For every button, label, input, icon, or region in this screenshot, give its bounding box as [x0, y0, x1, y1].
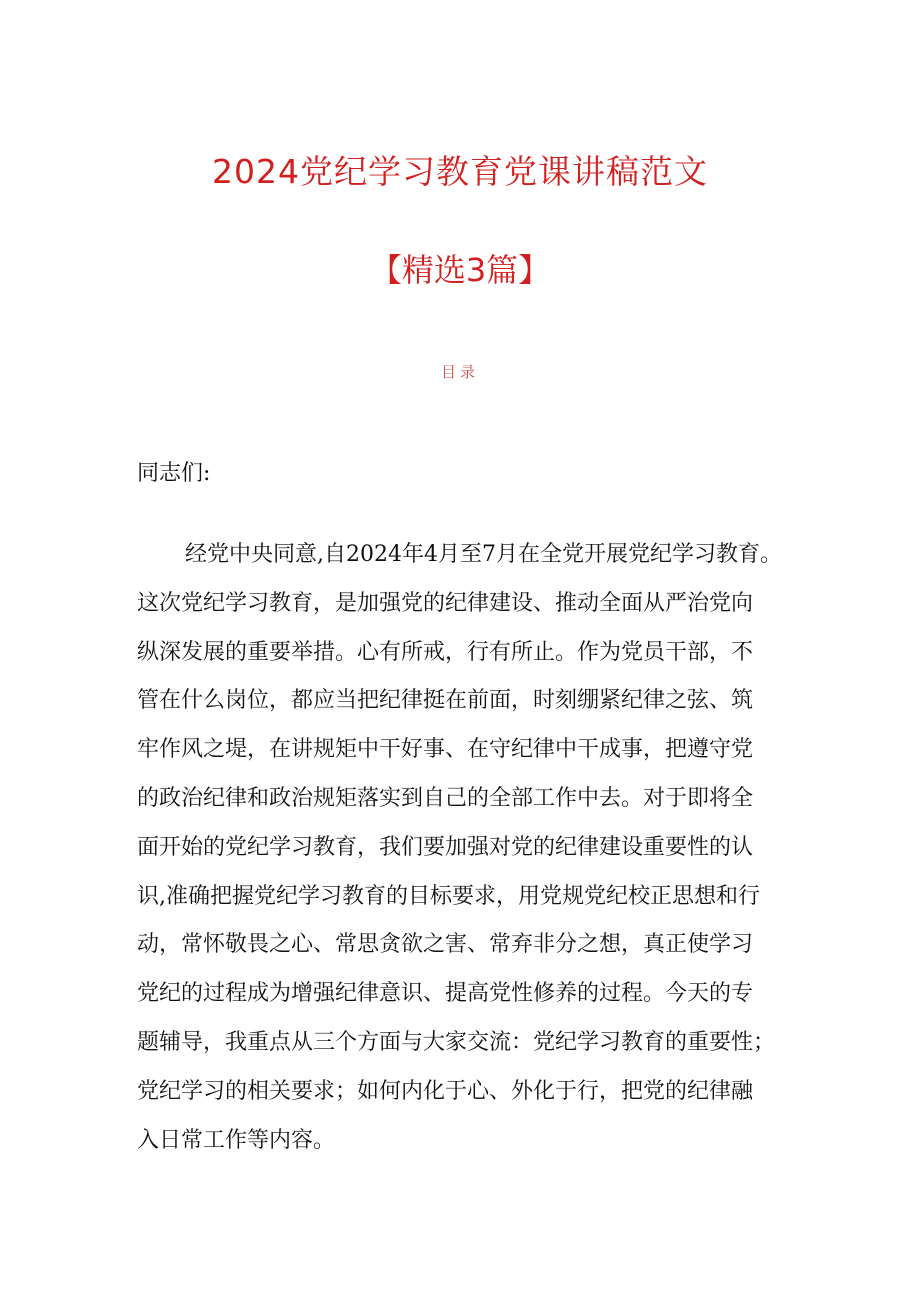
toc-label: 目录 — [440, 363, 479, 381]
paragraph-line: 面开始的党纪学习教育，我们要加强对党的纪律建设重要性的认 — [137, 834, 754, 860]
paragraph-line: 识,准确把握党纪学习教育的目标要求，用党规党纪校正思想和行 — [137, 883, 760, 909]
paragraph-line: 牢作风之堤，在讲规矩中干好事、在守纪律中干成事，把遵守党 — [137, 737, 754, 763]
paragraph-line: 动，常怀敬畏之心、常思贪欲之害、常弃非分之想，真正使学习 — [137, 932, 754, 958]
document-title: 2024党纪学习教育党课讲稿范文 — [212, 152, 708, 191]
paragraph-line: 题辅导，我重点从三个方面与大家交流：党纪学习教育的重要性； — [137, 1029, 776, 1055]
paragraph-line: 管在什么岗位，都应当把纪律挺在前面，时刻绷紧纪律之弦、筑 — [137, 688, 754, 714]
paragraph-line: 经党中央同意,自2024年4月至7月在全党开展党纪学习教育。 — [185, 542, 782, 567]
paragraph-line: 纵深发展的重要举措。心有所戒，行有所止。作为党员干部，不 — [137, 639, 754, 665]
paragraph-line: 这次党纪学习教育，是加强党的纪律建设、推动全面从严治党向 — [137, 590, 754, 616]
body-paragraph — [137, 534, 797, 1168]
paragraph-line: 入日常工作等内容。 — [137, 1127, 336, 1153]
paragraph-line: 党纪的过程成为增强纪律意识、提高党性修养的过程。今天的专 — [137, 981, 754, 1007]
salutation: 同志们: — [137, 461, 211, 486]
paragraph-line: 的政治纪律和政治规矩落实到自己的全部工作中去。对于即将全 — [137, 785, 754, 811]
paragraph-line: 党纪学习的相关要求；如何内化于心、外化于行，把党的纪律融 — [137, 1078, 754, 1104]
document-subtitle: 【精选3篇】 — [369, 251, 551, 289]
